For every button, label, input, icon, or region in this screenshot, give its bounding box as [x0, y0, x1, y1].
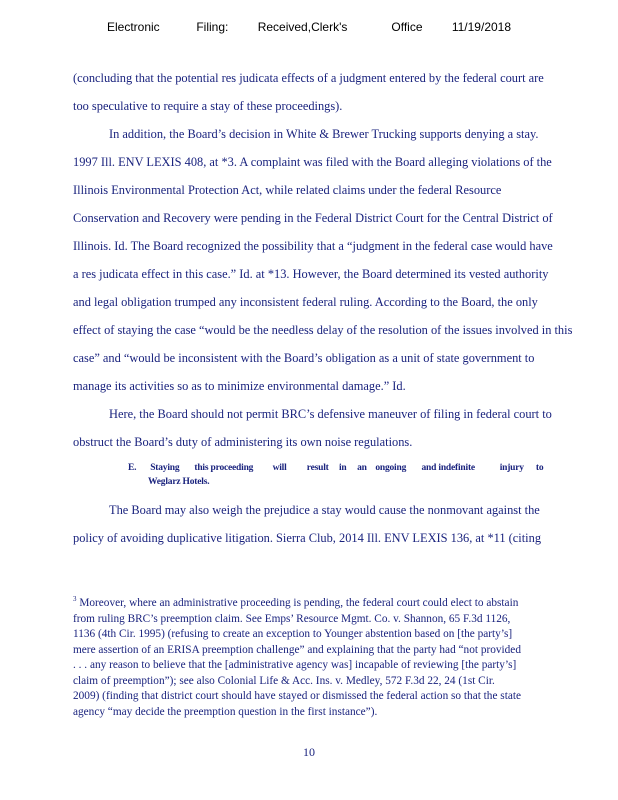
body-line: In addition, the Board’s decision in White & Brewer Trucking supports denying a stay. [109, 127, 539, 141]
section-heading-e [128, 461, 558, 489]
body-line: The Board may also weigh the prejudice a stay would cause the nonmovant against the [109, 503, 540, 517]
body-line: manage its activities so as to minimize environmental damage.” Id. [73, 379, 406, 393]
heading-word: an [357, 463, 367, 473]
heading-word: this proceeding [194, 463, 254, 473]
body-line: too speculative to require a stay of these proceedings). [73, 99, 343, 113]
footnote-3 [73, 596, 569, 720]
heading-word: and indefinite [421, 463, 475, 473]
footnote-line: claim of preemption”); see also Colonial Life & Acc. Ins. v. Medley, 572 F.3d 22, 24 (1st Cir. [73, 674, 495, 687]
footnote-line: 1136 (4th Cir. 1995) (refusing to create an exception to Younger abstention based on [the party’s] [73, 628, 513, 640]
body-line: (concluding that the potential res judicata effects of a judgment entered by the federal court are [73, 71, 544, 85]
body-paragraphs [73, 64, 573, 456]
heading-word: will [272, 463, 287, 473]
electronic-filing-header [0, 20, 618, 34]
footnote-marker: 3 [73, 595, 77, 604]
footnote-line: mere assertion of an ERISA preemption challenge” and explaining that the party had “not provided [73, 643, 521, 656]
body-paragraphs-2 [73, 496, 563, 552]
body-line: case” and “would be inconsistent with the Board’s obligation as a unit of state government to [73, 351, 535, 365]
heading-line-2: Weglarz Hotels. [148, 477, 210, 487]
body-line: 1997 Ill. ENV LEXIS 408, at *3. A complaint was filed with the Board alleging violations of the [73, 155, 552, 169]
header-date: 11/19/2018 [451, 20, 512, 34]
heading-word: Staying [150, 463, 180, 473]
header-label-electronic: Electronic [106, 20, 160, 34]
body-line: Here, the Board should not permit BRC’s defensive maneuver of filing in federal court to [109, 407, 552, 421]
body-line: policy of avoiding duplicative litigation. Sierra Club, 2014 Ill. ENV LEXIS 136, at *11 (citing [73, 531, 542, 545]
header-label-office: Office [391, 20, 423, 34]
body-line: a res judicata effect in this case.” Id. at *13. However, the Board determined its vested authority [73, 267, 549, 281]
heading-letter: E. [128, 463, 137, 473]
footnote-line: 2009) (finding that district court should have stayed or dismissed the federal action so that the state [73, 690, 521, 702]
heading-word: ongoing [375, 463, 407, 473]
footnote-line: Moreover, where an administrative proceeding is pending, the federal court could elect to abstain [79, 597, 519, 609]
body-line: Illinois Environmental Protection Act, while related claims under the federal Resource [73, 183, 502, 197]
footnote-line: from ruling BRC’s preemption claim. See Emps’ Resource Mgmt. Co. v. Shannon, 65 F.3d 1126, [73, 612, 511, 625]
footnote-line: . . . any reason to believe that the [administrative agency was] incapable of reviewing [the party’s] [73, 659, 517, 671]
body-line: Conservation and Recovery were pending in the Federal District Court for the Central District of [73, 211, 553, 225]
heading-word: injury [499, 463, 524, 473]
body-line: obstruct the Board’s duty of administering its own noise regulations. [73, 435, 413, 449]
body-line: and legal obligation trumped any inconsistent federal ruling. According to the Board, the only [73, 295, 538, 309]
header-label-received-clerk: Received,Clerk's [257, 20, 348, 34]
header-label-filing: Filing: [196, 20, 229, 34]
body-line: effect of staying the case “would be the needless delay of the resolution of the issues involved in this [73, 323, 573, 337]
heading-word: in [338, 463, 347, 473]
page-number: 10 [303, 745, 315, 759]
heading-word: to [535, 463, 544, 473]
heading-word: result [306, 463, 329, 473]
body-line: Illinois. Id. The Board recognized the possibility that a “judgment in the federal case would have [73, 239, 553, 253]
footnote-line: agency “may decide the preemption question in the first instance”). [73, 705, 378, 718]
